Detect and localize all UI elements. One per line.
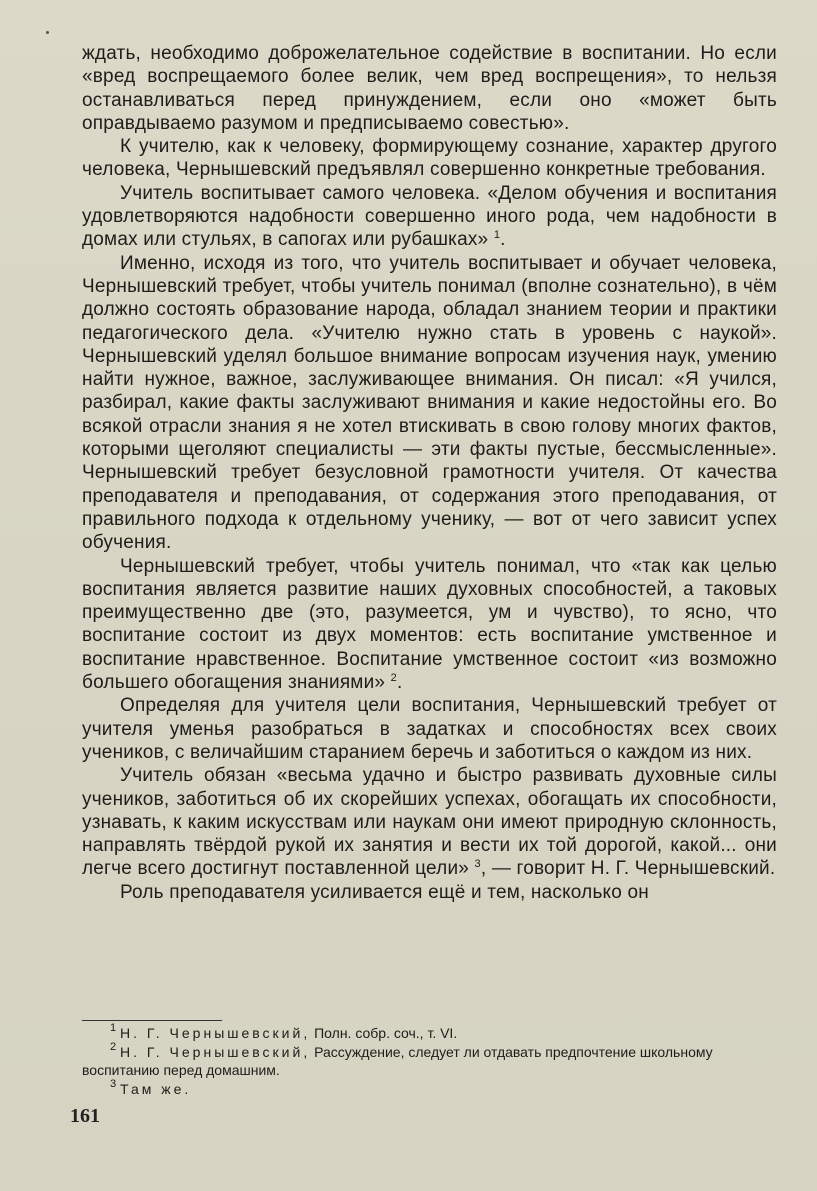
paragraph-8: Роль преподавателя усиливается ещё и тем, насколько он [120, 881, 649, 903]
paragraph-5-text: Чернышевский требует, чтобы учитель понимал, что «так как целью воспитания является развитие наших духовных способностей, а таковых преимущественно две (это, разумеется, ум и чувство), то ясно, что воспитание состоит из двух моментов: есть воспитание умственное и воспитание нравственное. Воспитание умственное состоит «из возможно большего обогащения знаниями» [82, 555, 777, 694]
footnote-ref-3: 3 [474, 858, 481, 871]
footnote-ref-2: 2 [390, 672, 397, 685]
paragraph-7 [82, 764, 777, 880]
footnote-2-author: Н. Г. Чернышевский, [120, 1043, 311, 1060]
paragraph-4: Именно, исходя из того, что учитель воспитывает и обучает человека, Чернышевский требует, чтобы учитель понимал (вполне сознательно), в чём должно состоять образование народа, обладал знанием теории и практики педагогического дела. «Учителю нужно стать в уровень с наукой». Чернышевский уделял большое внимание вопросам изучения наук, умению найти нужное, важное, заслуживающее внимания. Он писал: «Я учился, разбирал, какие факты заслуживают внимания и какие недостойны его. Во всякой отрасли знания я не хотел втискивать в свою голову многих фактов, которыми щеголяют специалисты — эти факты пустые, бессмысленные». Чернышевский требует безусловной грамотности учителя. От качества преподавателя и преподавания, от содержания этого преподавания, от правильного подхода к отдельному ученику, — вот от чего зависит успех обучения. [82, 252, 777, 554]
paragraph-7-tail: , — говорит Н. Г. Чернышевский. [480, 858, 776, 880]
page-number: 161 [70, 1105, 100, 1127]
speck [46, 31, 49, 34]
paragraph-3-text: Учитель воспитывает самого человека. «Делом обучения и воспитания удовлетворяются надобности совершенно иного рода, чем надобности в домах или стульях, в сапогах или рубашках» [82, 182, 777, 251]
paragraph-3 [82, 182, 777, 252]
paragraph-7-text: Учитель обязан «весьма удачно и быстро развивать духовные силы учеников, заботиться об их скорейших успехах, обогащать их способности, узнавать, к каким искусствам или наукам они имеют природную склонность, направлять твёрдой рукой их занятия и вести их той дорогой, какой... они легче всего достигнут поставленной цели» [82, 765, 777, 880]
footnote-3-text: Там же. [120, 1080, 192, 1097]
footnote-2 [82, 1040, 777, 1080]
footnote-1-text: Полн. собр. соч., т. VI. [310, 1025, 458, 1041]
footnote-1-author: Н. Г. Чернышевский, [120, 1025, 311, 1041]
paragraph-3-tail: . [500, 229, 506, 251]
paragraph-1: ждать, необходимо доброжелательное содействие в воспитании. Но если «вред воспрещаемого более велик, чем вред воспрещения», то нельзя останавливаться перед принуждением, если оно «может быть оправдываемо разумом и предписываемо совестью». [82, 43, 777, 134]
main-text [82, 42, 777, 904]
footnotes [82, 1024, 777, 1098]
footnote-2-text: Рассуждение, следует ли отдавать предпочтение школьному воспитанию перед домашним. [82, 1043, 713, 1078]
footnote-ref-1: 1 [493, 229, 501, 242]
paragraph-5-tail: . [396, 672, 403, 694]
footnote-divider [82, 1020, 222, 1021]
footnote-3 [82, 1077, 777, 1099]
footnote-1 [82, 1024, 777, 1043]
paragraph-6: Определяя для учителя цели воспитания, Чернышевский требует от учителя уменья разобраться в задатках и способностях всех своих учеников, с величайшим старанием беречь и заботиться о каждом из них. [82, 695, 777, 763]
footnote-1-number: 1 [110, 1022, 117, 1034]
paragraph-2: К учителю, как к человеку, формирующему сознание, характер другого человека, Чернышевский предъявлял совершенно конкретные требования. [82, 136, 777, 181]
footnote-3-number: 3 [110, 1077, 117, 1090]
footnote-2-number: 2 [110, 1040, 117, 1053]
paragraph-5 [82, 555, 777, 695]
